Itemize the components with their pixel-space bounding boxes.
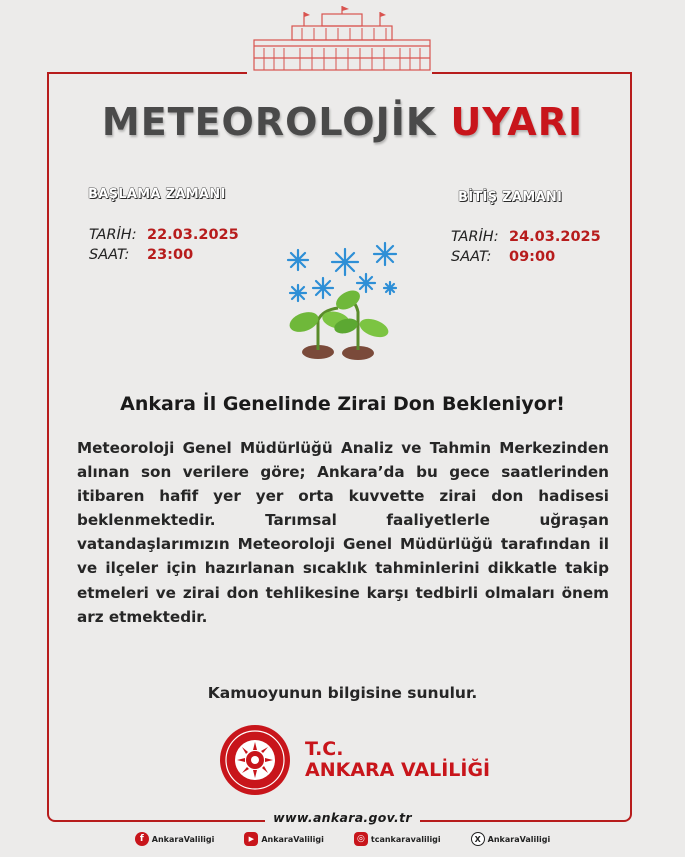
org-line-2: ANKARA VALİLİĞİ [305,759,491,781]
start-time-label: SAAT: [89,247,130,263]
end-time-row [451,249,555,265]
org-line-1: T.C. [305,738,344,760]
website-row [0,807,685,826]
social-handle: AnkaraValiligi [261,834,324,844]
x-icon: X [471,832,485,846]
end-time-label: SAAT: [451,249,492,265]
social-youtube[interactable] [244,832,324,846]
website-link[interactable]: www.ankara.gov.tr [265,810,420,825]
start-date-row [89,227,239,243]
snowflake-icon [288,243,396,301]
notice-text: Kamuoyunun bilgisine sunulur. [207,684,478,702]
social-facebook[interactable] [135,832,215,846]
frame-top-left [47,72,247,74]
end-time-value: 09:00 [509,249,556,265]
facebook-icon: f [135,832,149,846]
social-instagram[interactable] [354,832,441,846]
title-part-2: UYARI [450,100,584,144]
start-date-value: 22.03.2025 [147,227,239,243]
social-handle: AnkaraValiligi [487,834,551,844]
frame-top-right [432,72,632,74]
end-date-label: TARİH: [451,229,499,245]
social-handle: tcankaravaliligi [370,834,441,844]
youtube-icon: ▶ [244,832,258,846]
end-date-row [451,229,601,245]
start-date-label: TARİH: [89,227,137,243]
title-part-1: METEOROLOJİK [101,100,437,144]
governorship-building-icon [252,6,432,72]
start-time-row [89,247,193,263]
start-time-value: 23:00 [147,247,194,263]
governorship-seal-icon [219,724,291,796]
frost-seedlings-icon [278,240,408,365]
social-bar [0,832,685,846]
end-date-value: 24.03.2025 [509,229,601,245]
page-title [0,100,685,144]
headline: Ankara İl Genelinde Zirai Don Bekleniyor! [120,393,565,415]
social-handle: AnkaraValiligi [151,834,215,844]
body-paragraph: Meteoroloji Genel Müdürlüğü Analiz ve Tahmin Merkezinden alınan son verilere göre; Ankara’da bu gece saatlerinden itibaren hafif yer yer orta kuvvette zirai don hadisesi beklenmektedir. Tarımsal faaliyetlerle uğraşan vatandaşlarımızın Meteoroloji Genel Müdürlüğü tarafından il ve ilçeler için hazırlanan sıcaklık tahminlerini dikkatle takip etmeleri ve zirai don tehlikesine karşı tedbirli olmaları önem arz etmektedir. [77,439,609,626]
instagram-icon: ◎ [354,832,368,846]
end-heading: BİTİŞ ZAMANI [458,190,563,205]
social-x[interactable] [471,832,551,846]
start-heading: BAŞLAMA ZAMANI [88,187,226,202]
